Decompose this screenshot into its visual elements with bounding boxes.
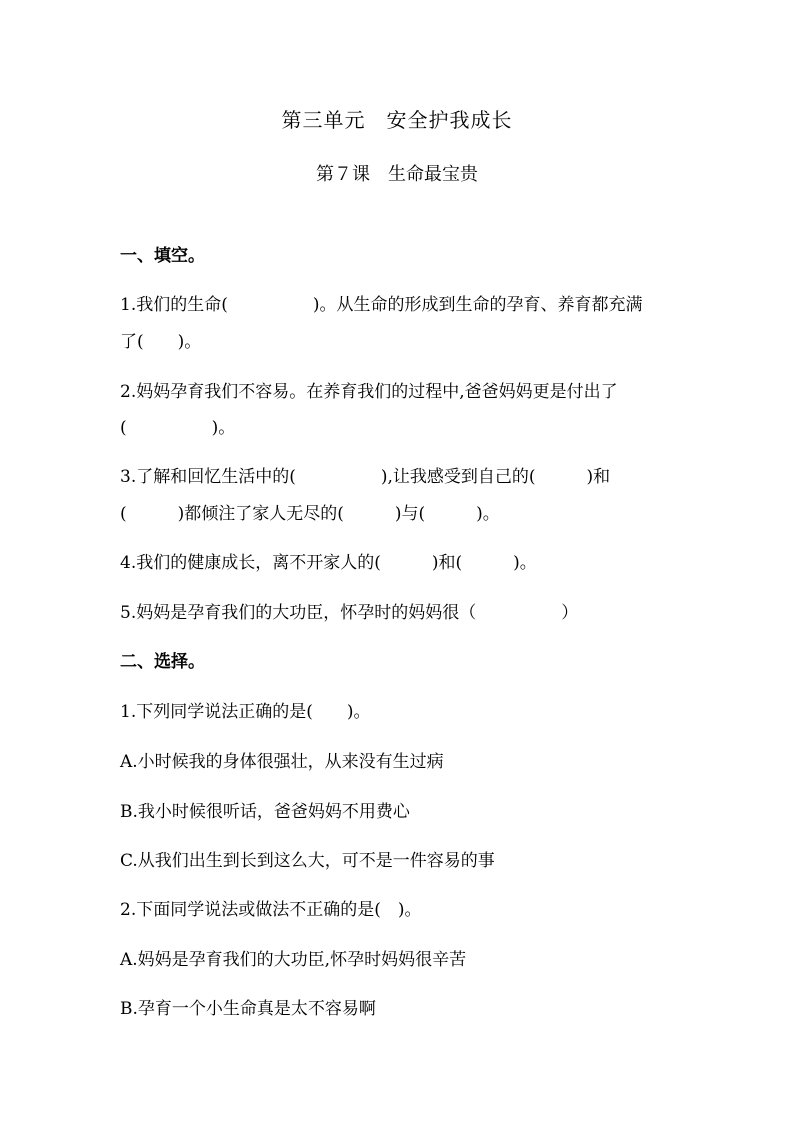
unit-title: 第三单元 安全护我成长 [281,108,513,132]
question-line: 2.下面同学说法或做法不正确的是( )。 [120,900,422,920]
question-line: 1.下列同学说法正确的是( )。 [120,702,371,722]
question-line: 4.我们的健康成长，离不开家人的( )和( )。 [120,553,537,573]
question-line: 了( )。 [120,332,202,352]
option-line: B.孕育一个小生命真是太不容易啊 [120,999,376,1019]
option-line: B.我小时候很听话，爸爸妈妈不用费心 [120,802,410,822]
question-line: ( )都倾注了家人无尽的( )与( )。 [120,504,500,524]
option-line: A.小时候我的身体很强壮，从来没有生过病 [120,752,444,772]
option-line: C.从我们出生到长到这么大，可不是一件容易的事 [120,851,495,871]
question-line: 2.妈妈孕育我们不容易。在养育我们的过程中,爸爸妈妈更是付出了 [120,382,618,402]
question-line: 3.了解和回忆生活中的( ),让我感受到自己的( )和 [120,467,611,487]
section-heading-choice: 二、选择。 [120,652,205,672]
question-line: 1.我们的生命( )。从生命的形成到生命的孕育、养育都充满 [120,295,643,315]
question-line: 5.妈妈是孕育我们的大功臣，怀孕时的妈妈很（ ） [120,603,579,623]
question-line: ( )。 [120,418,236,438]
option-line: A.妈妈是孕育我们的大功臣,怀孕时妈妈很辛苦 [120,950,467,970]
section-heading-fill-in: 一、填空。 [120,246,205,266]
lesson-title: 第７课 生命最宝贵 [316,164,478,185]
